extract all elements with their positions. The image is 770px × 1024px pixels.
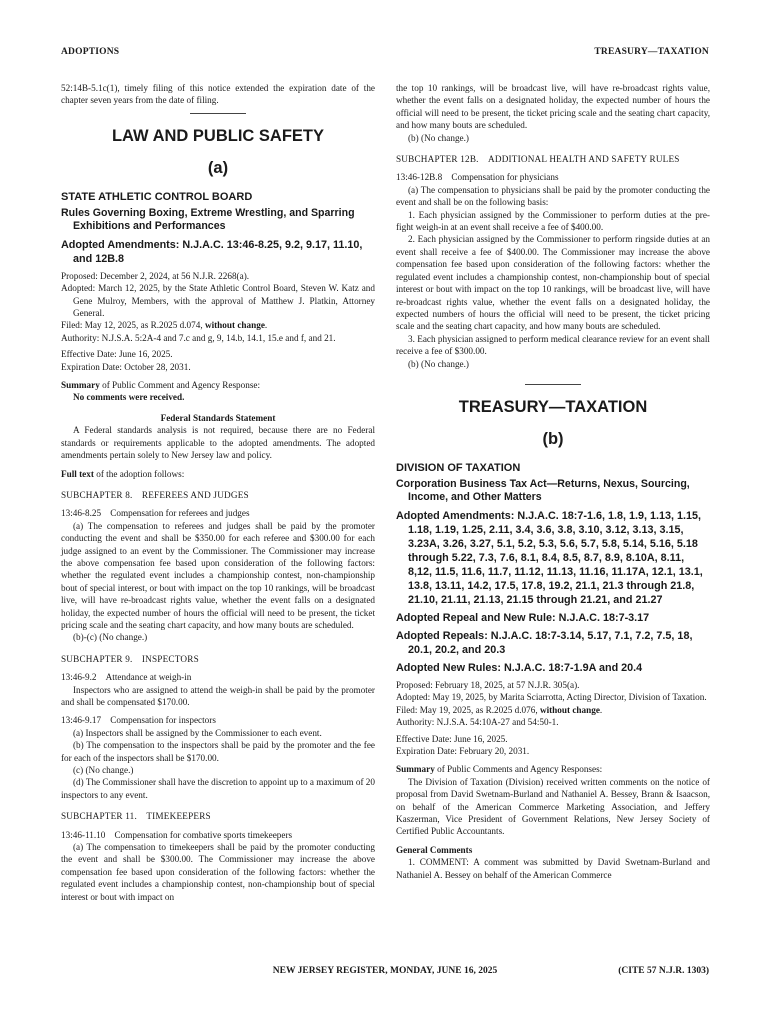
authority-line: Authority: N.J.S.A. 54:10A-27 and 54:50-1.	[396, 717, 559, 728]
header-left: ADOPTIONS	[61, 47, 120, 57]
general-comments-heading: General Comments	[396, 844, 473, 855]
rule-title: Rules Governing Boxing, Extreme Wrestling, and Sparring Exhibitions and Performances	[61, 206, 355, 233]
summary-text: The Division of Taxation (Division) received written comments on the notice of proposal from David Swetnam-Burland and Nathaniel A. Bessey, Brann & Isaacson, on behalf of the American Commerce Marketing Association, and Jeffery Kaszerman, Vice President of Government Relations, New Jersey Society of Certified Public Accountants.	[396, 776, 710, 837]
adopted-line: Adopted: May 19, 2025, by Marita Sciarrotta, Acting Director, Division of Taxation.	[396, 692, 707, 703]
section-9-17-a: (a) Inspectors shall be assigned by the Commissioner to each event.	[73, 727, 322, 738]
subchapter-11-heading: SUBCHAPTER 11. TIMEKEEPERS	[61, 811, 211, 822]
subchapter-9-heading: SUBCHAPTER 9. INSPECTORS	[61, 653, 199, 664]
expiration-date: Expiration Date: February 20, 2031.	[396, 745, 530, 756]
adopted-new-rules-heading: Adopted New Rules: N.J.A.C. 18:7-1.9A and 20.4	[396, 661, 643, 674]
subchapter-12b-heading: SUBCHAPTER 12B. ADDITIONAL HEALTH AND SAFETY RULES	[396, 154, 680, 165]
filed-line: Filed: May 12, 2025, as R.2025 d.074, without change.	[61, 320, 268, 331]
section-12b-8-3: 3. Each physician assigned to perform medical clearance review for an event shall receive a fee of $300.00.	[396, 333, 710, 357]
expiration-date: Expiration Date: October 28, 2031.	[61, 361, 191, 372]
subchapter-8-heading: SUBCHAPTER 8. REFEREES AND JUDGES	[61, 489, 249, 500]
section-8-25-a: (a) The compensation to referees and judges shall be paid by the promoter conducting the event and shall be $350.00 for each referee and $300.00 for each judge assigned to an event by the Commissioner. The Commissioner may increase the above compensation fee based upon consideration of the following factors: whether the regulated event includes a championship contest, non-championship bout of special interest, or bout with impact on the top 10 rankings, will be broadcast live, will have re-broadcast rights value, whether the event falls on a designated holiday, the expected number of hours the official will need to be present, the ticket pricing scale and the seating chart capacity, and how many bouts are scheduled.	[61, 520, 375, 630]
section-divider	[190, 113, 246, 114]
section-11-10-heading: 13:46-11.10 Compensation for combative sports timekeepers	[61, 829, 293, 840]
section-title-treasury-taxation: TREASURY—TAXATION	[458, 397, 648, 416]
section-9-17-c: (c) (No change.)	[73, 765, 134, 776]
section-9-2-heading: 13:46-9.2 Attendance at weigh-in	[61, 672, 192, 683]
summary-line: Summary of Public Comment and Agency Response:	[61, 380, 261, 391]
intro-paragraph: 52:14B-5.1c(1), timely filing of this notice extended the expiration date of the chapter seven years from the date of filing.	[61, 83, 375, 106]
footer-center: NEW JERSEY REGISTER, MONDAY, JUNE 16, 2025	[272, 966, 498, 976]
section-12b-8-a: (a) The compensation to physicians shall be paid by the promoter conducting the event and shall be on the following basis:	[396, 184, 710, 208]
section-letter-a: (a)	[207, 158, 229, 177]
section-divider	[525, 384, 581, 385]
adopted-line: Adopted: March 12, 2025, by the State Athletic Control Board, Steven W. Katz and Gene Mulroy, Members, with the approval of Matthew J. Platkin, Attorney General.	[61, 283, 375, 319]
section-12b-8-heading: 13:46-12B.8 Compensation for physicians	[396, 172, 559, 183]
section-12b-8-2: 2. Each physician assigned by the Commissioner to perform ringside duties at an event shall receive a fee of $400.00. The Commissioner may increase the above compensation fee based upon consideration of the following factors: whether the regulated event includes a championship contest, non-championship bout of special interest or bout with impact on the top 10 rankings, will be broadcast live, will have re-broadcast rights value, whether the event falls on a designated holiday, the expected numbers of hours the official will need to be present, the ticket pricing scale and the seating chart capacity, and how many bouts are scheduled.	[396, 234, 710, 332]
section-12b-8-1: 1. Each physician assigned by the Commissioner to perform duties at the pre-fight weigh-in at an event shall receive a fee of $400.00.	[396, 209, 710, 233]
no-comments: No comments were received.	[73, 392, 185, 403]
continued-paragraph: the top 10 rankings, will be broadcast live, will have re-broadcast rights value, whether the event falls on a designated holiday, the expected number of hours the official will need to be present, the ticket pricing scale and the seating chart capacity, and how many bouts are scheduled.	[396, 83, 710, 131]
footer-citation: (CITE 57 N.J.R. 1303)	[618, 966, 709, 976]
summary-line: Summary of Public Comments and Agency Responses:	[396, 764, 603, 775]
full-text-line: Full text of the adoption follows:	[61, 468, 185, 479]
proposed-line: Proposed: February 18, 2025, at 57 N.J.R. 305(a).	[396, 679, 580, 690]
section-9-17-b: (b) The compensation to the inspectors shall be paid by the promoter and the fee for each of the inspectors shall be $170.00.	[61, 740, 375, 763]
section-9-2-text: Inspectors who are assigned to attend the weigh-in shall be paid by the promoter and shall be compensated $170.00.	[61, 684, 375, 707]
rule-title: Corporation Business Tax Act—Returns, Nexus, Sourcing, Income, and Other Matters	[396, 477, 690, 504]
proposed-line: Proposed: December 2, 2024, at 56 N.J.R. 2268(a).	[61, 270, 250, 281]
comment-1: 1. COMMENT: A comment was submitted by David Swetnam-Burland and Nathaniel A. Bessey on behalf of the American Commerce	[396, 857, 710, 880]
left-column	[61, 82, 375, 903]
federal-standards-heading: Federal Standards Statement	[160, 412, 276, 423]
running-header	[61, 47, 709, 61]
right-column	[396, 82, 710, 881]
section-letter-b: (b)	[542, 429, 564, 448]
filed-line: Filed: May 19, 2025, as R.2025 d.076, without change.	[396, 704, 603, 715]
adopted-repeal-new-rule-heading: Adopted Repeal and New Rule: N.J.A.C. 18:7-3.17	[396, 611, 650, 624]
section-8-25-heading: 13:46-8.25 Compensation for referees and judges	[61, 508, 250, 519]
section-8-25-bc: (b)-(c) (No change.)	[73, 632, 148, 643]
section-11-10-a: (a) The compensation to timekeepers shall be paid by the promoter conducting the event and shall be $300.00. The Commissioner may increase the above compensation fee based upon consideration of the following factors: whether the regulated event includes a championship contest, non-championship bout of special interest or bout with impact on	[61, 842, 375, 902]
section-9-17-d: (d) The Commissioner shall have the discretion to appoint up to a maximum of 20 inspectors to any event.	[61, 777, 375, 800]
effective-date: Effective Date: June 16, 2025.	[396, 733, 508, 744]
agency-name: STATE ATHLETIC CONTROL BOARD	[61, 190, 253, 203]
section-9-17-heading: 13:46-9.17 Compensation for inspectors	[61, 715, 216, 726]
federal-standards-text: A Federal standards analysis is not required, because there are no Federal standards or requirements applicable to the adopted amendments. The adopted amendments pertain solely to New Jersey law and policy.	[61, 425, 375, 461]
header-right: TREASURY—TAXATION	[594, 47, 709, 57]
authority-line: Authority: N.J.S.A. 5:2A-4 and 7.c and g, 9, 14.b, 14.1, 15.e and f, and 21.	[61, 332, 336, 343]
section-12b-8-b: (b) (No change.)	[408, 358, 469, 369]
page-footer	[61, 966, 709, 980]
effective-date: Effective Date: June 16, 2025.	[61, 349, 173, 360]
continued-b: (b) (No change.)	[408, 132, 469, 143]
agency-name: DIVISION OF TAXATION	[396, 461, 521, 474]
adopted-amendments-heading: Adopted Amendments: N.J.A.C. 18:7-1.6, 1.8, 1.9, 1.13, 1.15, 1.18, 1.19, 1.25, 2.11, 3.4, 3.6, 3.8, 3.10, 3.12, 3.13, 3.15, 3.23A, 3.26, 3.27, 5.1, 5.2, 5.3, 5.6, 5.7, 5.8, 5.14, 5.16, 5.18 through 5.22, 7.3, 7.6, 8.1, 8.4, 8.5, 8.7, 8.9, 8.10A, 8.11, 8,12, 11.5, 11.6, 11.7, 11.12, 11.13, 11.16, 11.17A, 12.1, 13.1, 13.8, 13.11, 14.2, 17.5, 17.8, 19.2, 21.1, 21.3 through 21.8, 21.10, 21.11, 21.13, 21.15 through 21.21, and 21.27	[396, 509, 703, 606]
section-title-law-public-safety: LAW AND PUBLIC SAFETY	[111, 126, 325, 145]
adopted-repeals-heading: Adopted Repeals: N.J.A.C. 18:7-3.14, 5.17, 7.1, 7.2, 7.5, 18, 20.1, 20.2, and 20.3	[396, 629, 693, 656]
adopted-amendments-heading: Adopted Amendments: N.J.A.C. 13:46-8.25, 9.2, 9.17, 11.10, and 12B.8	[61, 238, 363, 265]
